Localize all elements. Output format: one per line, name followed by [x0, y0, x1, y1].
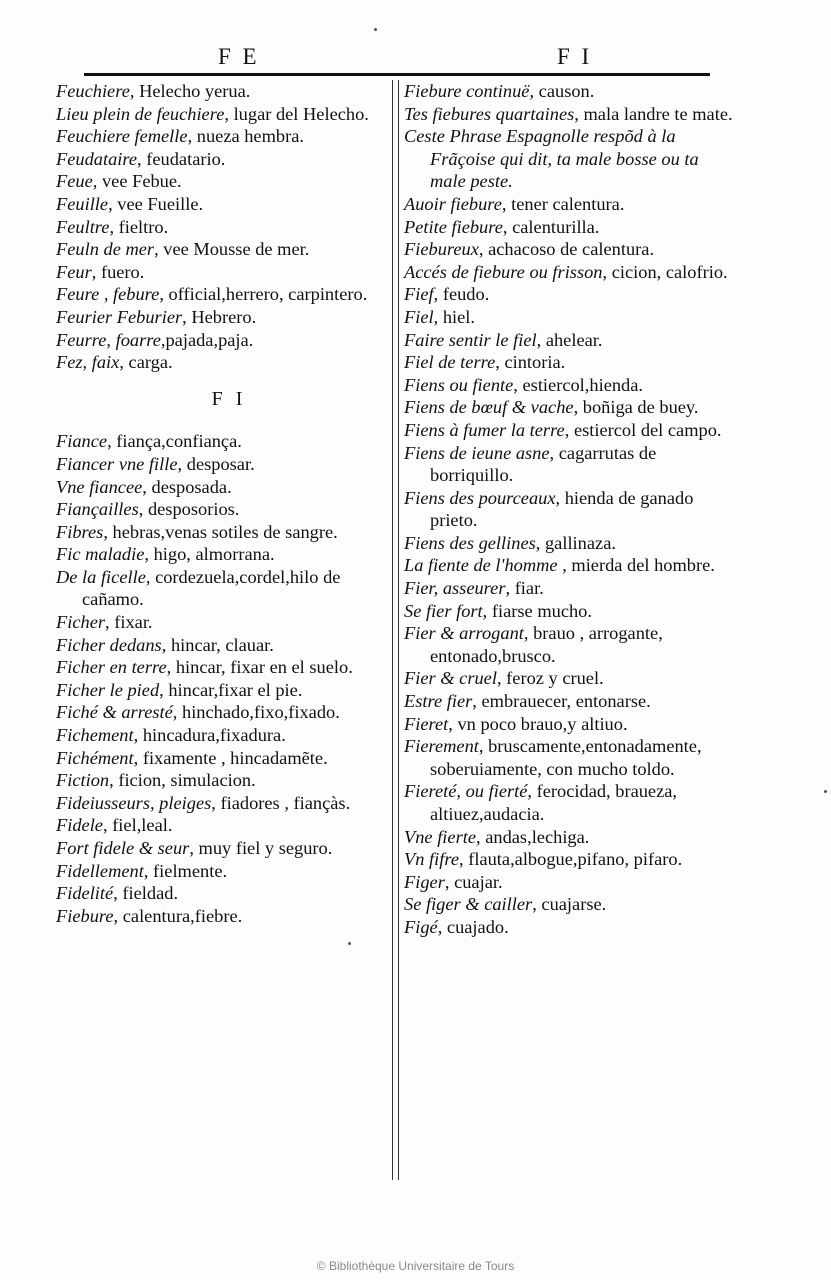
- entry-separator: ,: [573, 397, 583, 418]
- entry-headword: Fiens des pourceaux: [404, 487, 556, 508]
- dictionary-entry: [404, 261, 734, 284]
- dictionary-entry: [404, 622, 734, 667]
- right-entries: [404, 80, 734, 939]
- entry-separator: ,: [177, 453, 187, 474]
- entry-headword: Fiel de terre: [404, 352, 496, 373]
- dictionary-entry: [404, 283, 734, 306]
- entry-headword: Fidellement: [56, 860, 144, 881]
- entry-headword: Auoir fiebure: [404, 193, 502, 214]
- entry-headword: Fief: [404, 284, 434, 305]
- entry-separator: ,: [224, 103, 234, 124]
- entry-headword: Fiens à fumer la terre: [404, 419, 565, 440]
- dictionary-entry: [56, 453, 376, 476]
- entry-separator: ,: [523, 623, 534, 644]
- entry-gloss: estiercol del campo.: [573, 419, 722, 440]
- entry-headword: Feuille: [56, 193, 109, 214]
- entry-separator: ,: [433, 284, 443, 305]
- entry-separator: ,: [535, 532, 545, 553]
- entry-headword: Fiançailles: [56, 499, 139, 520]
- entry-separator: ,: [103, 521, 113, 542]
- paper-speck: [824, 790, 827, 793]
- dictionary-entry: [56, 329, 376, 352]
- header-rule: [84, 73, 710, 76]
- entry-separator: ,: [154, 239, 164, 260]
- entry-gloss: cordezuela,cordel,hilo de cañamo.: [82, 566, 341, 610]
- entry-separator: ,: [476, 826, 486, 847]
- entry-separator: ,: [513, 374, 523, 395]
- dictionary-entry: [56, 634, 376, 657]
- entry-headword: Tes fiebures quartaines: [404, 103, 575, 124]
- dictionary-entry: [404, 780, 734, 825]
- entry-gloss: fixar.: [114, 612, 153, 633]
- dictionary-entry: [56, 860, 376, 883]
- entry-gloss: hincar, fixar en el suelo.: [175, 657, 353, 678]
- dictionary-entry: [56, 476, 376, 499]
- entry-headword: Feure , febure: [56, 284, 160, 305]
- dictionary-entry: [56, 611, 376, 634]
- entry-gloss: embrauecer, entonarse.: [481, 691, 651, 712]
- paper-speck: [348, 942, 351, 945]
- entry-separator: ,: [113, 905, 123, 926]
- dictionary-entry: [404, 577, 734, 600]
- entry-gloss: bruscamente,entonadamente, soberuiamente, con mucho toldo.: [430, 736, 702, 779]
- dictionary-entry: [404, 216, 734, 239]
- entry-headword: Feurre, foarre: [56, 329, 161, 350]
- entry-gloss: desposada.: [151, 476, 232, 497]
- entry-separator: ,: [133, 747, 143, 768]
- entry-gloss: cuajar.: [454, 871, 503, 892]
- entry-gloss: causon.: [538, 81, 595, 101]
- entry-headword: Fez, faix: [56, 352, 120, 373]
- entry-headword: Fier, asseurer: [404, 578, 506, 599]
- entry-gloss: hiel.: [442, 306, 476, 327]
- entry-separator: ,: [549, 442, 559, 463]
- entry-separator: ,: [478, 736, 489, 757]
- running-head-right: F I: [557, 44, 593, 69]
- entry-separator: ,: [138, 499, 148, 520]
- entry-gloss: calentura,fiebre.: [122, 905, 243, 926]
- entry-separator: ,: [119, 352, 129, 373]
- entry-separator: ,: [459, 849, 469, 870]
- entry-separator: ,: [144, 544, 154, 565]
- entry-gloss: cintoria.: [504, 352, 566, 373]
- entry-headword: Fiereté, ou fierté: [404, 781, 528, 802]
- entry-separator: ,: [472, 691, 482, 712]
- entry-separator: ,: [478, 239, 489, 260]
- entry-headword: Accés de fiebure ou frisson: [404, 261, 603, 282]
- section-heading: F I: [211, 387, 247, 410]
- dictionary-entry: [404, 125, 734, 193]
- entry-separator: ,: [602, 261, 612, 282]
- entry-headword: Petite fiebure: [404, 216, 503, 237]
- entry-headword: Feur: [56, 261, 92, 282]
- dictionary-entry: [404, 306, 734, 329]
- entry-gloss: hienda de ganado prieto.: [430, 487, 694, 531]
- entry-gloss: vee Fueille.: [117, 193, 204, 214]
- entry-separator: ,: [189, 838, 199, 858]
- dictionary-entry: [404, 667, 734, 690]
- entry-headword: Fideiusseurs, pleiges: [56, 792, 212, 813]
- dictionary-entry: [404, 329, 734, 352]
- entry-gloss: vee Febue.: [101, 171, 182, 192]
- entry-headword: Fiebureux: [404, 239, 479, 260]
- dictionary-entry: [56, 103, 376, 126]
- entry-separator: ,: [496, 668, 507, 689]
- dictionary-entry: [56, 238, 376, 261]
- entry-gloss: fiel,leal.: [112, 815, 173, 836]
- entry-separator: ,: [113, 883, 123, 904]
- entry-separator: ,: [555, 487, 565, 508]
- entry-gloss: hinchado,fixo,fixado.: [182, 702, 340, 723]
- entry-separator: ,: [133, 725, 143, 746]
- entry-gloss: vn poco brauo,y altiuo.: [457, 713, 628, 734]
- dictionary-entry: [404, 916, 734, 939]
- entry-headword: La fiente de l'homme: [404, 555, 558, 576]
- running-head-left: F E: [218, 44, 260, 69]
- entry-gloss: hincadura,fixadura.: [142, 725, 286, 746]
- entry-gloss: desposar.: [186, 453, 255, 474]
- dictionary-entry: [404, 600, 734, 623]
- entry-separator: ,: [161, 634, 171, 655]
- entry-separator: ,: [109, 770, 119, 791]
- entry-separator: ,: [172, 702, 182, 723]
- entry-headword: Fiancer vne fille: [56, 453, 178, 474]
- entry-gloss: Hebrero.: [191, 306, 257, 327]
- entry-headword: Fierement: [404, 736, 479, 757]
- entry-separator: ,: [92, 171, 102, 192]
- entry-gloss: higo, almorrana.: [153, 544, 275, 565]
- entry-separator: ,: [529, 81, 539, 101]
- entry-headword: Faire sentir le fiel: [404, 329, 537, 350]
- dictionary-entry: [404, 826, 734, 849]
- entry-separator: ,: [129, 81, 140, 101]
- left-column: [56, 80, 376, 927]
- entry-separator: ,: [532, 894, 542, 915]
- entry-headword: Fiens de ieune asne: [404, 442, 550, 463]
- entry-headword: Fibres: [56, 521, 104, 542]
- entry-headword: Fiebure continuë: [404, 81, 530, 101]
- entry-separator: ,: [502, 216, 513, 237]
- entry-gloss: feudo.: [442, 284, 490, 305]
- entry-separator: ,: [142, 476, 152, 497]
- dictionary-entry: [56, 769, 376, 792]
- entry-headword: Ficher dedans: [56, 634, 162, 655]
- entry-gloss: boñiga de buey.: [582, 397, 699, 418]
- dictionary-entry: [404, 690, 734, 713]
- entry-separator: ,: [159, 284, 169, 305]
- entry-gloss: fiadores , fiançàs.: [220, 792, 351, 813]
- entry-gloss: fieltro.: [118, 216, 169, 237]
- entry-separator: ,: [102, 815, 113, 836]
- entry-separator: ,: [166, 657, 176, 678]
- entry-gloss: muy fiel y seguro.: [198, 838, 333, 858]
- dictionary-entry: [56, 430, 376, 453]
- entry-gloss: cuajarse.: [541, 894, 607, 915]
- entry-separator: ,: [187, 126, 197, 147]
- dictionary-entry: [56, 80, 376, 103]
- running-head: [0, 44, 831, 74]
- entry-gloss: official,herrero, carpintero.: [168, 284, 368, 305]
- entry-gloss: cagarrutas de borriquillo.: [430, 442, 657, 486]
- dictionary-entry: [56, 498, 376, 521]
- entry-headword: Feuln de mer: [56, 239, 155, 260]
- entry-gloss: fuero.: [100, 261, 145, 282]
- entry-gloss: mala landre te mate.: [583, 103, 733, 124]
- entry-headword: Lieu plein de feuchiere: [56, 103, 225, 124]
- entry-gloss: pajada,paja.: [165, 329, 254, 350]
- entry-headword: Fidele: [56, 815, 103, 836]
- entry-separator: ,: [182, 306, 192, 327]
- entry-gloss: fixamente , hincadamẽte.: [142, 747, 328, 768]
- dictionary-entry: [404, 442, 734, 487]
- dictionary-entry: [404, 351, 734, 374]
- entry-gloss: tener calentura.: [511, 193, 625, 214]
- entry-separator: ,: [448, 713, 458, 734]
- dictionary-entry: [56, 566, 376, 611]
- entry-headword: Vne fiancee: [56, 476, 143, 497]
- dictionary-entry: [56, 283, 376, 306]
- dictionary-entry: [56, 814, 376, 837]
- dictionary-entry: [404, 735, 734, 780]
- entry-separator: ,: [505, 578, 515, 599]
- entry-headword: Fort fidele & seur: [56, 838, 190, 858]
- dictionary-entry: [56, 306, 376, 329]
- entry-gloss: fiar.: [514, 578, 544, 599]
- entry-headword: Fier & cruel: [404, 668, 497, 689]
- dictionary-entry: [56, 216, 376, 239]
- dictionary-entry: [404, 419, 734, 442]
- dictionary-entry: [404, 893, 734, 916]
- entry-headword: Fiens ou fiente: [404, 374, 514, 395]
- entry-headword: Feultre: [56, 216, 110, 237]
- entry-headword: Fiebure: [56, 905, 114, 926]
- entry-separator: ,: [501, 193, 512, 214]
- entry-gloss: ferocidad, braueza, altiuez,audacia.: [430, 781, 678, 824]
- entry-separator: ,: [527, 781, 537, 802]
- dictionary-entry: [404, 532, 734, 555]
- entry-headword: Figé: [404, 916, 438, 937]
- entry-gloss: hincar,fixar el pie.: [168, 679, 303, 700]
- entry-separator: ,: [137, 148, 147, 169]
- dictionary-entry: [404, 871, 734, 894]
- entry-separator: ,: [557, 555, 572, 576]
- entry-separator: ,: [211, 792, 221, 813]
- dictionary-entry: [404, 396, 734, 419]
- dictionary-entry: [56, 656, 376, 679]
- dictionary-entry: [404, 238, 734, 261]
- entry-gloss: lugar del Helecho.: [233, 103, 369, 124]
- entry-headword: Ficher le pied: [56, 679, 160, 700]
- entry-gloss: fiança,confiança.: [116, 431, 242, 452]
- entry-separator: ,: [433, 306, 443, 327]
- entry-gloss: ficion, simulacion.: [118, 770, 256, 791]
- entry-separator: ,: [495, 352, 505, 373]
- dictionary-entry: [404, 713, 734, 736]
- dictionary-entry: [56, 543, 376, 566]
- entry-headword: Vne fierte: [404, 826, 477, 847]
- entry-headword: Feudataire: [56, 148, 138, 169]
- entry-separator: ,: [159, 679, 169, 700]
- entry-headword: Fiel: [404, 306, 434, 327]
- entry-headword: Vn fifre: [404, 849, 459, 870]
- dictionary-entry: [404, 848, 734, 871]
- entry-headword: Fiction: [56, 770, 110, 791]
- entry-headword: Fiance: [56, 431, 108, 452]
- left-entries-bottom: [56, 430, 376, 927]
- entry-headword: Feuchiere femelle: [56, 126, 188, 147]
- entry-gloss: mierda del hombre.: [571, 555, 715, 576]
- entry-headword: Feurier Feburier: [56, 306, 183, 327]
- entry-gloss: cicion, calofrio.: [611, 261, 728, 282]
- entry-gloss: fieldad.: [122, 883, 179, 904]
- entry-gloss: desposorios.: [147, 499, 240, 520]
- entry-headword: Figer: [404, 871, 445, 892]
- entry-separator: ,: [143, 860, 154, 881]
- entry-headword: Se figer & cailler: [404, 894, 533, 915]
- entry-headword: Ceste Phrase Espagnolle respõd à la Frãçoise qui dit, ta male bosse ou ta male peste.: [404, 126, 699, 192]
- entry-headword: Fichément: [56, 747, 134, 768]
- entry-headword: Se fier fort: [404, 600, 483, 621]
- entry-gloss: hincar, clauar.: [170, 634, 274, 655]
- entry-gloss: vee Mousse de mer.: [163, 239, 310, 260]
- entry-separator: ,: [437, 916, 447, 937]
- entry-gloss: feroz y cruel.: [506, 668, 604, 689]
- entry-headword: Feue: [56, 171, 93, 192]
- dictionary-entry: [56, 837, 376, 860]
- dictionary-entry: [404, 193, 734, 216]
- dictionary-entry: [404, 374, 734, 397]
- dictionary-entry: [404, 80, 734, 103]
- entry-headword: Ficher en terre: [56, 657, 167, 678]
- entry-separator: ,: [574, 103, 584, 124]
- entry-separator: ,: [444, 871, 455, 892]
- entry-headword: Fichement: [56, 725, 134, 746]
- entry-gloss: fielmente.: [153, 860, 228, 881]
- entry-separator: ,: [145, 566, 156, 587]
- entry-separator: ,: [109, 216, 119, 237]
- entry-separator: ,: [160, 329, 166, 350]
- dictionary-entry: [56, 679, 376, 702]
- entry-headword: Fidelité: [56, 883, 114, 904]
- dictionary-entry: [56, 521, 376, 544]
- dictionary-entry: [56, 170, 376, 193]
- dictionary-entry: [56, 261, 376, 284]
- column-divider-right: [398, 80, 399, 1180]
- left-entries-top: [56, 80, 376, 374]
- entry-separator: ,: [108, 193, 118, 214]
- entry-headword: Estre fier: [404, 691, 473, 712]
- dictionary-entry: [56, 701, 376, 724]
- entry-gloss: achacoso de calentura.: [488, 239, 655, 260]
- entry-headword: Fiens des gellines: [404, 532, 536, 553]
- right-column: [404, 80, 734, 939]
- dictionary-entry: [56, 882, 376, 905]
- dictionary-entry: [56, 747, 376, 770]
- dictionary-entry: [56, 193, 376, 216]
- entry-separator: ,: [105, 612, 115, 633]
- entry-headword: Fier & arrogant: [404, 623, 524, 644]
- paper-speck: [374, 28, 377, 31]
- entry-gloss: calenturilla.: [512, 216, 600, 237]
- entry-headword: Fiens de bœuf & vache: [404, 397, 574, 418]
- entry-gloss: Helecho yerua.: [139, 81, 251, 101]
- dictionary-entry: [56, 792, 376, 815]
- entry-gloss: flauta,albogue,pifano, pifaro.: [468, 849, 683, 870]
- dictionary-entry: [404, 554, 734, 577]
- entry-gloss: estiercol,hienda.: [522, 374, 644, 395]
- entry-gloss: brauo , arrogante, entonado,brusco.: [430, 623, 663, 666]
- entry-gloss: feudatario.: [146, 148, 226, 169]
- entry-gloss: hebras,venas sotiles de sangre.: [112, 521, 338, 542]
- dictionary-entry: [404, 487, 734, 532]
- dictionary-entry: [56, 148, 376, 171]
- entry-separator: ,: [91, 261, 101, 282]
- dictionary-entry: [56, 724, 376, 747]
- copyright-footer: © Bibliothèque Universitaire de Tours: [316, 1259, 515, 1273]
- entry-gloss: nueza hembra.: [196, 126, 304, 147]
- entry-headword: De la ficelle: [56, 566, 146, 587]
- entry-separator: ,: [107, 431, 117, 452]
- dictionary-entry: [56, 351, 376, 374]
- entry-gloss: ahelear.: [545, 329, 603, 350]
- entry-headword: Ficher: [56, 612, 106, 633]
- entry-gloss: carga.: [128, 352, 173, 373]
- entry-headword: Fiché & arresté: [56, 702, 173, 723]
- entry-gloss: andas,lechiga.: [485, 826, 590, 847]
- dictionary-entry: [404, 103, 734, 126]
- entry-separator: ,: [564, 419, 574, 440]
- entry-gloss: gallinaza.: [544, 532, 616, 553]
- column-divider-left: [392, 80, 393, 1180]
- entry-headword: Fic maladie: [56, 544, 145, 565]
- dictionary-entry: [56, 125, 376, 148]
- dictionary-entry: [56, 905, 376, 928]
- entry-gloss: cuajado.: [446, 916, 509, 937]
- entry-separator: ,: [482, 600, 492, 621]
- entry-headword: Fieret: [404, 713, 449, 734]
- entry-separator: ,: [536, 329, 546, 350]
- entry-gloss: fiarse mucho.: [491, 600, 592, 621]
- entry-headword: Feuchiere: [56, 81, 130, 101]
